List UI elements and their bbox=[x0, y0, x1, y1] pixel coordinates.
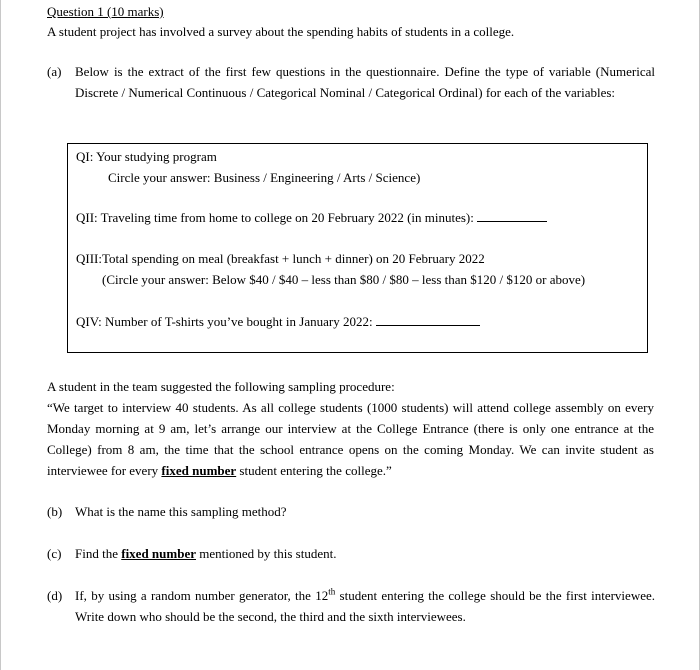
q4-line bbox=[76, 311, 480, 332]
question-title: Question 1 (10 marks) bbox=[47, 4, 164, 19]
procedure-quote-emphasis: fixed number bbox=[161, 463, 237, 478]
questionnaire-box bbox=[67, 143, 648, 353]
q4-answer-blank[interactable] bbox=[376, 313, 480, 326]
part-c-text-end: mentioned by this student. bbox=[195, 546, 337, 561]
page-left-border bbox=[0, 0, 1, 670]
part-d-superscript: th bbox=[328, 586, 336, 597]
q3-sub: (Circle your answer: Below $40 / $40 – less than $80 / $80 – less than $120 / $120 or above) bbox=[102, 272, 586, 287]
question-intro: A student project has involved a survey about the spending habits of students in a college. bbox=[47, 24, 515, 39]
q2-label: QII: Traveling time from home to college on 20 February 2022 (in minutes): bbox=[76, 210, 474, 225]
q2-answer-blank[interactable] bbox=[477, 209, 547, 222]
part-c-label: (c) bbox=[47, 546, 62, 561]
part-d-text bbox=[75, 585, 655, 627]
part-d-text-start: If, by using a random number generator, the 12 bbox=[75, 588, 329, 603]
part-b-label: (b) bbox=[47, 504, 63, 519]
q1-label: QI: Your studying program bbox=[76, 149, 217, 164]
part-a-label: (a) bbox=[47, 64, 62, 79]
part-c-text-start: Find the bbox=[75, 546, 122, 561]
procedure-quote-text: “We target to interview 40 students. As all college students (1000 students) will attend college assembly on every Monday morning at 9 am, let’s arrange our interview at the College Entrance (there is only one entrance at the College) from 8 am, the time that the school entrance opens on the coming Monday. We can invite student as interviewee for every bbox=[47, 400, 654, 478]
part-c-text bbox=[75, 543, 655, 564]
q4-label: QIV: Number of T-shirts you’ve bought in January 2022: bbox=[76, 314, 373, 329]
part-d-text-end: student entering the college should be the first interviewee. Write down who should be the second, the third and the sixth interviewees. bbox=[75, 588, 655, 624]
procedure-quote-end: student entering the college.” bbox=[236, 463, 392, 478]
q1-sub: Circle your answer: Business / Engineering / Arts / Science) bbox=[108, 170, 421, 185]
procedure-lead: A student in the team suggested the following sampling procedure: bbox=[47, 379, 395, 394]
part-b-text: What is the name this sampling method? bbox=[75, 504, 287, 519]
q3-label: QIII:Total spending on meal (breakfast + lunch + dinner) on 20 February 2022 bbox=[76, 251, 485, 266]
part-a-text: Below is the extract of the first few questions in the questionnaire. Define the type of variable (Numerical Discrete / Numerical Continuous / Categorical Nominal / Categorical Ordinal) for each of the variables: bbox=[75, 64, 655, 100]
procedure-quote bbox=[47, 397, 654, 481]
q2-line bbox=[76, 207, 547, 228]
part-c-emphasis: fixed number bbox=[121, 546, 196, 561]
part-d-label: (d) bbox=[47, 588, 63, 603]
